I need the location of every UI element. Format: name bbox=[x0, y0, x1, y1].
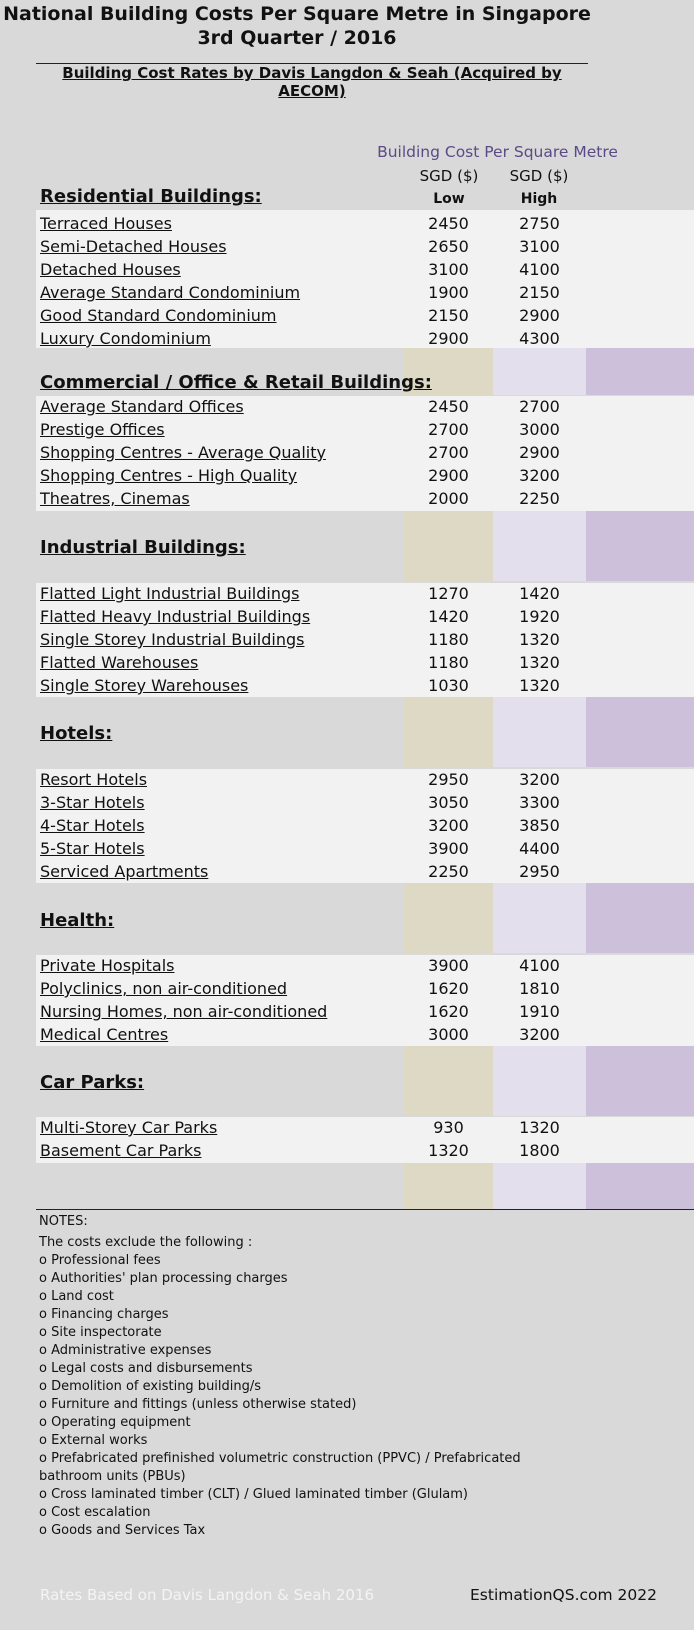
page-period: 3rd Quarter / 2016 bbox=[197, 27, 397, 49]
table-row bbox=[36, 815, 694, 838]
low-cost: 3000 bbox=[428, 1025, 469, 1044]
high-cost: 1800 bbox=[519, 1141, 560, 1160]
high-cost: 3100 bbox=[519, 237, 560, 256]
high-cost: 3850 bbox=[519, 816, 560, 835]
note-item: o Administrative expenses bbox=[39, 1343, 212, 1358]
building-type-link[interactable]: Medical Centres bbox=[40, 1025, 169, 1044]
gap-shade bbox=[404, 511, 493, 581]
table-row bbox=[36, 861, 694, 884]
high-cost: 2750 bbox=[519, 214, 560, 233]
building-type-link[interactable]: Average Standard Condominium bbox=[40, 283, 301, 302]
high-cost: 4100 bbox=[519, 260, 560, 279]
table-row bbox=[36, 419, 694, 442]
building-type-link[interactable]: Semi-Detached Houses bbox=[40, 237, 227, 256]
low-cost: 2900 bbox=[428, 329, 469, 348]
table-row bbox=[36, 396, 694, 419]
currency-low-header: SGD ($) bbox=[419, 167, 479, 185]
note-item: o Land cost bbox=[39, 1289, 114, 1304]
table-row bbox=[36, 488, 694, 511]
gap-shade bbox=[586, 348, 694, 395]
low-cost: 3050 bbox=[428, 793, 469, 812]
table-row bbox=[36, 792, 694, 815]
low-cost: 1270 bbox=[428, 584, 469, 603]
note-item: o Legal costs and disbursements bbox=[39, 1361, 253, 1376]
high-cost: 4100 bbox=[519, 956, 560, 975]
building-type-link[interactable]: Detached Houses bbox=[40, 260, 181, 279]
gap-shade bbox=[404, 1046, 493, 1116]
low-cost: 2650 bbox=[428, 237, 469, 256]
high-cost: 1420 bbox=[519, 584, 560, 603]
high-cost: 2150 bbox=[519, 283, 560, 302]
low-cost: 3900 bbox=[428, 839, 469, 858]
table-row bbox=[36, 328, 694, 351]
building-type-link[interactable]: Single Storey Warehouses bbox=[40, 676, 249, 695]
high-cost: 4400 bbox=[519, 839, 560, 858]
building-type-link[interactable]: Shopping Centres - Average Quality bbox=[40, 443, 326, 462]
building-type-link[interactable]: Luxury Condominium bbox=[40, 329, 211, 348]
table-row bbox=[36, 769, 694, 792]
high-cost: 3000 bbox=[519, 420, 560, 439]
building-type-link[interactable]: 3-Star Hotels bbox=[40, 793, 145, 812]
table-row bbox=[36, 955, 694, 978]
low-cost: 2000 bbox=[428, 489, 469, 508]
high-cost: 3200 bbox=[519, 1025, 560, 1044]
table-row bbox=[36, 583, 694, 606]
low-cost: 2700 bbox=[428, 443, 469, 462]
building-type-link[interactable]: Nursing Homes, non air-conditioned bbox=[40, 1002, 328, 1021]
low-cost: 1180 bbox=[428, 630, 469, 649]
table-row bbox=[36, 652, 694, 675]
building-type-link[interactable]: Resort Hotels bbox=[40, 770, 148, 789]
low-cost: 3200 bbox=[428, 816, 469, 835]
building-type-link[interactable]: Private Hospitals bbox=[40, 956, 175, 975]
note-item: o Goods and Services Tax bbox=[39, 1523, 206, 1538]
low-cost: 2700 bbox=[428, 420, 469, 439]
building-type-link[interactable]: 4-Star Hotels bbox=[40, 816, 145, 835]
table-row bbox=[36, 259, 694, 282]
gap-shade bbox=[586, 1163, 694, 1209]
high-cost: 2900 bbox=[519, 306, 560, 325]
low-cost: 1900 bbox=[428, 283, 469, 302]
building-type-link[interactable]: Flatted Warehouses bbox=[40, 653, 199, 672]
high-cost: 1320 bbox=[519, 1118, 560, 1137]
page-title: National Building Costs Per Square Metre in Singapore bbox=[3, 3, 591, 25]
gap-shade bbox=[586, 1046, 694, 1116]
low-cost: 1420 bbox=[428, 607, 469, 626]
note-item: o Professional fees bbox=[39, 1253, 161, 1268]
page-subtitle: Building Cost Rates by Davis Langdon & Seah (Acquired by AECOM) bbox=[62, 64, 562, 100]
low-header: Low bbox=[433, 191, 465, 207]
high-cost: 1920 bbox=[519, 607, 560, 626]
table-row bbox=[36, 1024, 694, 1047]
gap-shade bbox=[493, 1163, 586, 1209]
low-cost: 2450 bbox=[428, 397, 469, 416]
high-cost: 3200 bbox=[519, 466, 560, 485]
gap-shade bbox=[586, 697, 694, 767]
table-row bbox=[36, 442, 694, 465]
low-cost: 1320 bbox=[428, 1141, 469, 1160]
note-item: o Operating equipment bbox=[39, 1415, 191, 1430]
section-title: Residential Buildings: bbox=[40, 186, 262, 207]
gap-shade bbox=[493, 1046, 586, 1116]
high-cost: 2950 bbox=[519, 862, 560, 881]
section-gap bbox=[36, 1163, 694, 1209]
low-cost: 1030 bbox=[428, 676, 469, 695]
high-cost: 2700 bbox=[519, 397, 560, 416]
note-item: o Cost escalation bbox=[39, 1505, 151, 1520]
notes-intro: The costs exclude the following : bbox=[39, 1235, 253, 1250]
high-cost: 3300 bbox=[519, 793, 560, 812]
building-type-link[interactable]: Shopping Centres - High Quality bbox=[40, 466, 298, 485]
table-row bbox=[36, 305, 694, 328]
gap-shade bbox=[493, 511, 586, 581]
section-gap bbox=[36, 883, 694, 953]
notes-heading: NOTES: bbox=[39, 1214, 88, 1229]
low-cost: 1180 bbox=[428, 653, 469, 672]
building-type-link[interactable]: Theatres, Cinemas bbox=[40, 489, 190, 508]
building-type-link[interactable]: Flatted Light Industrial Buildings bbox=[40, 584, 300, 603]
gap-shade bbox=[586, 883, 694, 953]
note-item: o Authorities' plan processing charges bbox=[39, 1271, 288, 1286]
note-item: o Furniture and fittings (unless otherwise stated) bbox=[39, 1397, 357, 1412]
low-cost: 2250 bbox=[428, 862, 469, 881]
gap-shade bbox=[404, 1163, 493, 1209]
high-cost: 2250 bbox=[519, 489, 560, 508]
building-type-link[interactable]: Terraced Houses bbox=[40, 214, 172, 233]
gap-shade bbox=[493, 883, 586, 953]
high-cost: 1320 bbox=[519, 653, 560, 672]
low-cost: 1620 bbox=[428, 1002, 469, 1021]
table-row bbox=[36, 978, 694, 1001]
building-type-link[interactable]: Serviced Apartments bbox=[40, 862, 209, 881]
high-cost: 2900 bbox=[519, 443, 560, 462]
gap-shade bbox=[493, 697, 586, 767]
building-type-link[interactable]: Basement Car Parks bbox=[40, 1141, 202, 1160]
gap-shade bbox=[404, 883, 493, 953]
section-title: Health: bbox=[40, 910, 115, 931]
building-type-link[interactable]: Flatted Heavy Industrial Buildings bbox=[40, 607, 311, 626]
low-cost: 3900 bbox=[428, 956, 469, 975]
section-title: Industrial Buildings: bbox=[40, 537, 246, 558]
note-item: o Cross laminated timber (CLT) / Glued laminated timber (Glulam) bbox=[39, 1487, 469, 1502]
notes-list bbox=[39, 1252, 559, 1540]
low-cost: 1620 bbox=[428, 979, 469, 998]
footer-source: Rates Based on Davis Langdon & Seah 2016 bbox=[40, 1586, 375, 1604]
notes-divider bbox=[36, 1209, 694, 1210]
high-header: High bbox=[520, 191, 558, 207]
note-item: o Financing charges bbox=[39, 1307, 169, 1322]
notes bbox=[39, 1213, 559, 1540]
table-row bbox=[36, 675, 694, 698]
table-row bbox=[36, 282, 694, 305]
high-cost: 1320 bbox=[519, 630, 560, 649]
building-type-link[interactable]: Good Standard Condominium bbox=[40, 306, 277, 325]
high-cost: 1910 bbox=[519, 1002, 560, 1021]
building-type-link[interactable]: Prestige Offices bbox=[40, 420, 165, 439]
high-cost: 1320 bbox=[519, 676, 560, 695]
building-type-link[interactable]: 5-Star Hotels bbox=[40, 839, 145, 858]
note-item: o Site inspectorate bbox=[39, 1325, 162, 1340]
table-row bbox=[36, 838, 694, 861]
column-header: Building Cost Per Square Metre bbox=[377, 143, 618, 161]
table-row bbox=[36, 606, 694, 629]
section-title: Commercial / Office & Retail Buildings: bbox=[40, 372, 432, 393]
low-cost: 2450 bbox=[428, 214, 469, 233]
section-title: Hotels: bbox=[40, 723, 113, 744]
building-type-link[interactable]: Multi-Storey Car Parks bbox=[40, 1118, 218, 1137]
table-row bbox=[36, 465, 694, 488]
note-item: o Demolition of existing building/s bbox=[39, 1379, 262, 1394]
table-row bbox=[36, 629, 694, 652]
low-cost: 2150 bbox=[428, 306, 469, 325]
footer-site: EstimationQS.com 2022 bbox=[470, 1586, 657, 1604]
section-title: Car Parks: bbox=[40, 1072, 145, 1093]
table-row bbox=[36, 236, 694, 259]
building-type-link[interactable]: Average Standard Offices bbox=[40, 397, 244, 416]
low-cost: 2950 bbox=[428, 770, 469, 789]
building-type-link[interactable]: Single Storey Industrial Buildings bbox=[40, 630, 305, 649]
table-row bbox=[36, 1001, 694, 1024]
building-type-link[interactable]: Polyclinics, non air-conditioned bbox=[40, 979, 288, 998]
table-row bbox=[36, 1117, 694, 1140]
high-cost: 1810 bbox=[519, 979, 560, 998]
note-item: o Prefabricated prefinished volumetric construction (PPVC) / Prefabricated bathroom units (PBUs) bbox=[39, 1451, 521, 1484]
high-cost: 4300 bbox=[519, 329, 560, 348]
low-cost: 3100 bbox=[428, 260, 469, 279]
table-row bbox=[36, 1140, 694, 1163]
currency-high-header: SGD ($) bbox=[509, 167, 569, 185]
gap-shade bbox=[404, 697, 493, 767]
low-cost: 2900 bbox=[428, 466, 469, 485]
gap-shade bbox=[586, 511, 694, 581]
low-cost: 930 bbox=[433, 1118, 464, 1137]
gap-shade bbox=[493, 348, 586, 395]
high-cost: 3200 bbox=[519, 770, 560, 789]
note-item: o External works bbox=[39, 1433, 148, 1448]
section-gap bbox=[36, 697, 694, 767]
table-row bbox=[36, 213, 694, 236]
